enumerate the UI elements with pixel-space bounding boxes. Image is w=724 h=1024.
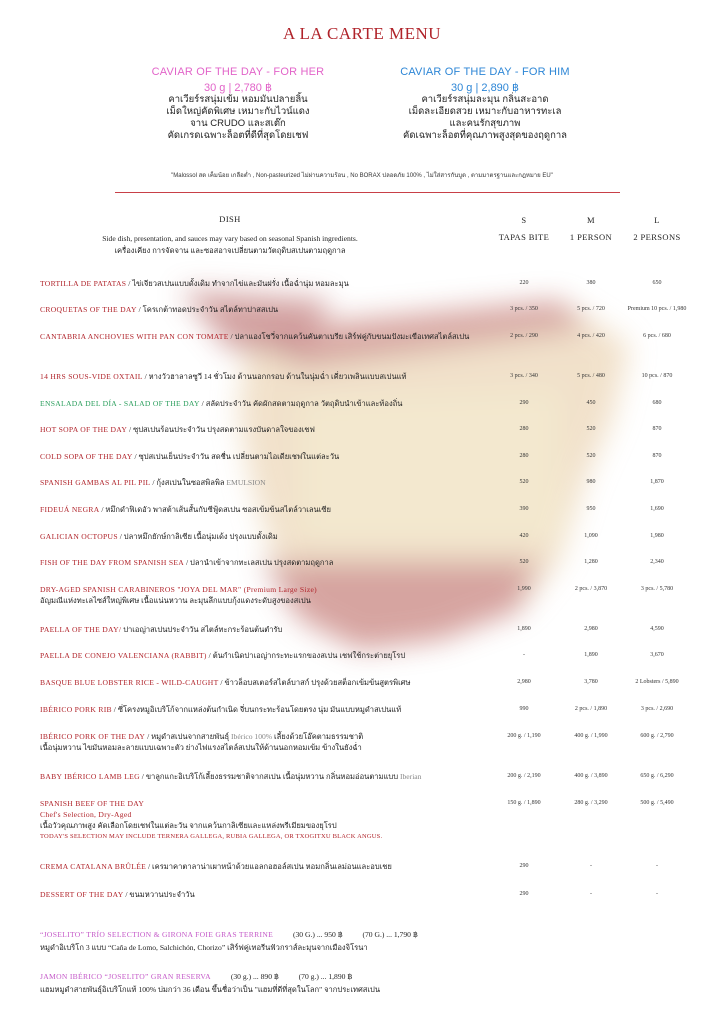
menu-item-name: FISH OF THE DAY FROM SPANISH SEA: [40, 558, 185, 567]
menu-item-line: [40, 331, 495, 342]
menu-item-description: ปลาหมึกยักษ์กาลิเซีย เนื้อนุ่มเด้ง ปรุงแบบดั้งเดิม: [123, 532, 278, 541]
menu-item-name: BABY IBÉRICO LAMB LEG: [40, 772, 140, 781]
price-m: -: [590, 891, 592, 897]
price-s: 280: [519, 453, 529, 459]
caviar-him-line: คัดเฉพาะล็อตที่คุณภาพสูงสุดของฤดูกาล: [402, 130, 567, 141]
menu-item-text: [40, 531, 495, 542]
price-s: 290: [519, 891, 529, 897]
menu-row: [40, 278, 700, 289]
price-m: 520: [586, 426, 596, 432]
price-s: 2 pcs. / 290: [510, 333, 538, 339]
menu-item-description: หมึกดำฟิเดอัว พาสต้าเส้นสั้นกับซีฟู้ดสเปน ซอสเข้มข้นสไตล์วาเลนเซีย: [105, 505, 331, 514]
menu-item-line: [40, 861, 495, 872]
price-s: 150 g. / 1,890: [507, 800, 541, 806]
menu-item-description: ต้นกำเนิดปาเอญ่ากระทะแรกของสเปน เชฟใช้กระต่ายยุโรป: [212, 651, 406, 660]
menu-row: [40, 477, 700, 488]
column-label: 2 PERSONS: [633, 232, 681, 242]
menu-row: [40, 889, 700, 900]
price-l: -: [656, 863, 658, 869]
menu-item-name: FIDEUÁ NEGRA: [40, 505, 100, 514]
price-m: 280 g. / 3,290: [574, 800, 608, 806]
menu-item-description: อัญมณีแห่งทะเลไซส์ใหญ่พิเศษ เนื้อแน่นหวาน ละมุนลึกแบบกุ้งแดงระดับสูงของสเปน: [40, 596, 311, 605]
menu-item-text: [40, 278, 495, 289]
price-s: 520: [519, 559, 529, 565]
column-label: TAPAS BITE: [498, 232, 550, 242]
menu-item-text: [40, 861, 495, 872]
menu-item-description: ไข่เจียวสเปนแบบดั้งเดิม ทำจากไข่และมันฝรั่ง เนื้อฉ่ำนุ่ม หอมละมุน: [132, 279, 349, 288]
menu-item-description: ขนมหวานประจำวัน: [129, 890, 195, 899]
price-s: 3 pcs. / 340: [510, 373, 538, 379]
menu-item-description: เครมาคาตาลาน่าเผาหน้าด้วยแอลกอฮอล์สเปน หอมกลิ่นเลม่อนและอบเชย: [152, 862, 392, 871]
caviar-her-heading: CAVIAR OF THE DAY - FOR HER: [151, 66, 325, 78]
menu-item-line: [40, 584, 495, 595]
price-m: 4 pcs. / 420: [577, 333, 605, 339]
price-m: 400 g. / 3,890: [574, 773, 608, 779]
dish-column-heading: DISH: [219, 214, 241, 224]
caviar-her-line: คัดเกรดเฉพาะล็อตที่ดีที่สุดโดยเชฟ: [167, 130, 309, 141]
separator: /: [150, 478, 157, 487]
menu-item-text: [40, 451, 495, 462]
price-m: 3,780: [584, 679, 598, 685]
menu-row: [40, 557, 700, 568]
separator: /: [117, 532, 124, 541]
separator: /: [136, 305, 143, 314]
menu-item-name: DRY-AGED SPANISH CARABINEROS "JOYA DEL MAR" (Premium Large Size): [40, 585, 317, 594]
menu-row: [40, 731, 700, 753]
menu-item-text: [40, 704, 495, 715]
price-m: 450: [586, 400, 596, 406]
menu-row: [40, 304, 700, 315]
price-s: 3 pcs. / 350: [510, 306, 538, 312]
menu-item-text: [40, 331, 495, 342]
menu-item-line: [40, 677, 495, 688]
menu-item-name: CREMA CATALANA BRÛLÉE: [40, 862, 147, 871]
separator: /: [206, 651, 213, 660]
price-s: -: [523, 652, 525, 658]
menu-item-name: GALICIAN OCTOPUS: [40, 532, 118, 541]
menu-item-description: เลี้ยงด้วยโอ๊คตามธรรมชาติ: [274, 732, 364, 741]
caviar-him-price: 30 g | 2,890 ฿: [451, 82, 519, 94]
menu-item-description: ปลาแองโชวี่จากแคว้นคันตาเบรีย เสิร์ฟคู่กับขนมปังมะเขือเทศสไตล์สเปน: [234, 332, 470, 341]
menu-item-description-latin: Ibérico 100%: [231, 732, 273, 741]
caviar-her-line: เม็ดใหญ่คัดพิเศษ เหมาะกับไวน์แดง: [166, 106, 310, 117]
menu-item-line: [40, 398, 495, 409]
menu-item-name: CROQUETAS OF THE DAY: [40, 305, 137, 314]
menu-item-description: โครเกต้าทอดประจำวัน สไตล์ทาปาสสเปน: [142, 305, 279, 314]
menu-row: [40, 531, 700, 542]
menu-row: [40, 677, 700, 688]
menu-item-text: [40, 398, 495, 409]
price-s: 280: [519, 426, 529, 432]
separator: /: [132, 452, 139, 461]
price-l: Premium 10 pcs. / 1,980: [627, 306, 687, 312]
menu-item-description: กุ้งสเปนในซอสพิลพิล: [156, 478, 225, 487]
separator: /: [184, 558, 190, 567]
caviar-him-line: คาเวียร์รสนุ่มละมุน กลิ่นสะอาด: [421, 94, 549, 105]
price-m: 950: [586, 506, 596, 512]
menu-row: [40, 424, 700, 435]
price-m: 2 pcs. / 3,870: [574, 586, 608, 592]
menu-item-name: 14 HRS SOUS-VIDE OXTAIL: [40, 372, 143, 381]
separator: /: [228, 332, 235, 341]
menu-row: [40, 650, 700, 661]
divider: [115, 192, 620, 193]
separator: /: [142, 372, 149, 381]
menu-row: [40, 704, 700, 715]
menu-item-description-latin: EMULSION: [226, 478, 266, 487]
separator: /: [146, 862, 153, 871]
dish-subtitle-en: Side dish, presentation, and sauces may vary based on seasonal Spanish ingredients.: [102, 234, 358, 243]
price-s: 290: [519, 400, 529, 406]
menu-item-name: HOT SOPA OF THE DAY: [40, 425, 128, 434]
price-l: 650: [652, 280, 662, 286]
price-m: 1,280: [584, 559, 598, 565]
footer-item: [40, 928, 680, 954]
price-m: 400 g. / 1,990: [574, 733, 608, 739]
footer-item-description: หมูดำอิเบริโก 3 แบบ “Caña de Lomo, Salchichón, Chorizo” เสิร์ฟคู่เทอรีนฟัวกราส์ละมุนจากเมืองจิโรนา: [40, 943, 368, 952]
menu-row: [40, 331, 700, 342]
menu-row: [40, 504, 700, 515]
footer-item-name: JAMON IBÉRICO “JOSELITO” GRAN RESERVA: [40, 972, 211, 981]
footer-item-description: แฮมหมูดำสายพันธุ์อิเบริโกแท้ 100% บ่มกว่า 36 เดือน ขึ้นชื่อว่าเป็น "แฮมที่ดีที่สุดในโลก" จากประเทศสเปน: [40, 985, 381, 994]
menu-row: [40, 624, 700, 635]
menu-item-line: [40, 889, 495, 900]
menu-item-description: ขาลูกแกะอิเบริโก้เลี้ยงธรรมชาติจากสเปน เนื้อนุ่มหวาน กลิ่นหอมอ่อนตามแบบ: [145, 772, 399, 781]
price-l: 2 Lobsters / 5,890: [635, 679, 679, 685]
column-size: L: [654, 215, 660, 225]
price-s: 290: [519, 863, 529, 869]
price-s: 220: [519, 280, 529, 286]
menu-item-name: TORTILLA DE PATATAS: [40, 279, 127, 288]
price-s: 1,990: [517, 586, 531, 592]
price-l: 870: [652, 426, 662, 432]
menu-item-text: [40, 798, 495, 842]
caviar-her-line: จาน CRUDO และสเต๊ก: [190, 118, 286, 129]
price-m: 980: [586, 479, 596, 485]
menu-item-text: [40, 557, 495, 568]
menu-item-line: [40, 451, 495, 462]
price-s: 2,980: [517, 679, 531, 685]
menu-item-text: [40, 677, 495, 688]
menu-item-line: [40, 504, 495, 515]
price-s: 200 g. / 2,190: [507, 773, 541, 779]
separator: /: [139, 772, 146, 781]
footer-item-price: (30 g.) ... 890 ฿: [230, 972, 279, 981]
menu-item-name: PAELLA OF THE DAY/: [40, 625, 122, 634]
dish-subtitle: [40, 233, 420, 257]
menu-item-line: [40, 477, 495, 488]
separator: /: [218, 678, 225, 687]
price-m: 5 pcs. / 720: [577, 306, 605, 312]
price-l: 4,590: [650, 626, 664, 632]
menu-item-line: [40, 278, 495, 289]
price-l: 870: [652, 453, 662, 459]
menu-row: [40, 798, 700, 842]
separator: /: [126, 279, 133, 288]
column-label: 1 PERSON: [569, 232, 613, 242]
menu-item-line: [40, 424, 495, 435]
column-size: S: [521, 215, 527, 225]
price-m: 2 pcs. / 1,890: [574, 706, 608, 712]
menu-item-line: [40, 557, 495, 568]
menu-item-text: [40, 504, 495, 515]
menu-item-line: [40, 371, 495, 382]
page-title: A LA CARTE MENU: [282, 24, 442, 43]
menu-item-name: SPANISH GAMBAS AL PIL PIL: [40, 478, 151, 487]
menu-item-name: COLD SOPA OF THE DAY: [40, 452, 133, 461]
price-l: 3,670: [650, 652, 664, 658]
menu-item-description: ปาเอญ่าสเปนประจำวัน สไตล์ทะกระร้อนต้นตำรับ: [123, 625, 283, 634]
menu-item-name: DESSERT OF THE DAY: [40, 890, 124, 899]
menu-item-description: สลัดประจำวัน คัดผักสดตามฤดูกาล วัตถุดิบนำเข้าและท้องถิ่น: [205, 399, 403, 408]
caviar-her-line: คาเวียร์รสนุ่มเข้ม หอมมันปลายลิ้น: [168, 94, 308, 105]
caviar-him-heading: CAVIAR OF THE DAY - FOR HIM: [400, 66, 570, 78]
caviar-for-her: [118, 66, 358, 142]
menu-item-name: SPANISH BEEF OF THE DAY: [40, 799, 145, 808]
price-l: 1,980: [650, 533, 664, 539]
price-l: 1,870: [650, 479, 664, 485]
menu-item-line: [40, 624, 495, 635]
footer-item-price: (30 G.) ... 950 ฿: [292, 930, 343, 939]
menu-row: [40, 371, 700, 382]
footer-item-name: “JOSELITO” TRÍO SELECTION & GIRONA FOIE GRAS TERRINE: [40, 930, 274, 939]
menu-row: [40, 861, 700, 872]
menu-item-text: [40, 731, 495, 753]
price-m: 2,980: [584, 626, 598, 632]
menu-item-text: [40, 304, 495, 315]
menu-item-text: [40, 371, 495, 382]
menu-item-description: ซี่โครงหมูอิเบริโก้จากแหล่งต้นกำเนิด จี่บนกระทะร้อนโดยตรง นุ่ม มันแบบหมูดำสเปนแท้: [117, 705, 402, 714]
caviar-for-him: [365, 66, 605, 142]
menu-item-note: TODAY'S SELECTION MAY INCLUDE TERNERA GALLEGA, RUBIA GALLEGA, OR TXOGITXU BLACK ANGUS.: [40, 833, 383, 840]
price-s: 390: [519, 506, 529, 512]
price-s: 420: [519, 533, 529, 539]
menu-item-description: หมูดำสเปนจากสายพันธุ์: [151, 732, 230, 741]
menu-item-description: ซุปสเปนเย็นประจำวัน สดชื่น เปลี่ยนตามไอเดียเชฟในแต่ละวัน: [138, 452, 340, 461]
menu-item-line: [40, 650, 495, 661]
price-s: 200 g. / 1,190: [507, 733, 541, 739]
caviar-her-price: 30 g | 2,780 ฿: [204, 82, 272, 94]
menu-item-text: [40, 650, 495, 661]
price-l: -: [656, 891, 658, 897]
separator: /: [127, 425, 134, 434]
menu-row: [40, 771, 700, 782]
menu-item-line: [40, 798, 495, 809]
price-m: 520: [586, 453, 596, 459]
menu-item-line: [40, 771, 495, 782]
price-s: 520: [519, 479, 529, 485]
menu-item-text: [40, 624, 495, 635]
menu-item-name: PAELLA DE CONEJO VALENCIANA (RABBIT): [40, 651, 207, 660]
price-l: 500 g. / 5,490: [640, 800, 674, 806]
menu-item-line: [40, 304, 495, 315]
menu-item-name: BASQUE BLUE LOBSTER RICE - WILD-CAUGHT: [40, 678, 219, 687]
menu-item-description: หางวัวฮาลาลซูวี 14 ชั่วโมง ด้านนอกกรอบ ด้านในนุ่มฉ่ำ เคี่ยวเพลินแบบสเปนแท้: [148, 372, 407, 381]
menu-item-text: [40, 771, 495, 782]
column-header-l: [617, 212, 697, 246]
menu-item-description: ซุปสเปนร้อนประจำวัน ปรุงสดตามแรงบันดาลใจของเชฟ: [133, 425, 315, 434]
menu-item-name: ENSALADA DEL DÍA - SALAD OF THE DAY: [40, 399, 200, 408]
menu-item-line: [40, 731, 495, 742]
price-l: 3 pcs. / 5,780: [640, 586, 674, 592]
price-m: -: [590, 863, 592, 869]
price-s: 990: [519, 706, 529, 712]
price-l: 2,340: [650, 559, 664, 565]
separator: /: [199, 399, 206, 408]
menu-row: [40, 398, 700, 409]
price-l: 600 g. / 2,790: [640, 733, 674, 739]
menu-item-description: ปลานำเข้าจากทะเลสเปน ปรุงสดตามฤดูกาล: [190, 558, 334, 567]
menu-item-text: [40, 477, 495, 488]
footer-item-price: (70 G.) ... 1,790 ฿: [362, 930, 418, 939]
price-l: 6 pcs. / 680: [643, 333, 671, 339]
footer-item: [40, 970, 680, 996]
price-s: 1,890: [517, 626, 531, 632]
price-l: 680: [652, 400, 662, 406]
menu-item-name: CANTABRIA ANCHOVIES WITH PAN CON TOMATE: [40, 332, 229, 341]
price-m: 5 pcs. / 480: [577, 373, 605, 379]
menu-item-text: [40, 424, 495, 435]
menu-item-line: [40, 704, 495, 715]
menu-item-name: IBÉRICO PORK RIB: [40, 705, 112, 714]
menu-item-subname: Chef's Selection, Dry-Aged: [40, 810, 132, 819]
price-l: 1,690: [650, 506, 664, 512]
caviar-him-line: เม็ดละเอียดสวย เหมาะกับอาหารทะเล: [408, 106, 562, 117]
price-m: 380: [586, 280, 596, 286]
column-size: M: [587, 215, 595, 225]
separator: /: [145, 732, 152, 741]
footer-item-price: (70 g.) ... 1,890 ฿: [298, 972, 353, 981]
price-l: 650 g. / 6,290: [640, 773, 674, 779]
menu-item-description: ข้าวล็อบสเตอร์สไตล์บาสก์ ปรุงด้วยสต็อกเข้มข้นสูตรพิเศษ: [224, 678, 411, 687]
separator: /: [111, 705, 118, 714]
dish-subtitle-th: เครื่องเคียง การจัดจาน และซอสอาจเปลี่ยนตามวัตถุดิบสเปนตามฤดูกาล: [114, 246, 346, 255]
menu-item-line: [40, 531, 495, 542]
menu-item-text: [40, 889, 495, 900]
separator: /: [123, 890, 130, 899]
price-l: 3 pcs. / 2,690: [640, 706, 674, 712]
menu-item-description-latin: Iberian: [399, 772, 422, 781]
price-m: 1,090: [584, 533, 598, 539]
menu-item-description: เนื้อวัวคุณภาพสูง คัดเลือกโดยเชฟในแต่ละวัน จากแคว้นกาลิเซียและแหล่งพรีเมียมของยุโรป: [40, 821, 337, 830]
menu-item-description: เนื้อนุ่มหวาน ไขมันหอมละลายแบบเฉพาะตัว ย่างไฟแรงสไตล์สเปนให้ด้านนอกหอมเข้ม ข้างในยังฉ่ำ: [40, 743, 362, 752]
menu-item-name: IBÉRICO PORK OF THE DAY: [40, 732, 146, 741]
separator: /: [99, 505, 106, 514]
caviar-him-line: และคนรักสุขภาพ: [449, 118, 521, 129]
price-l: 10 pcs. / 870: [641, 373, 673, 379]
menu-row: [40, 451, 700, 462]
menu-row: [40, 584, 700, 606]
menu-item-text: [40, 584, 495, 606]
price-m: 1,890: [584, 652, 598, 658]
caviar-note: "Malossol สด เค็มน้อย เกลือต่ำ , Non-pasteurized ไม่ผ่านความร้อน , No BORAX ปลอดภัย 100% , ไม่ใส่สารกันบูด , ตามมาตรฐานและกฎหมาย EU": [171, 173, 553, 179]
